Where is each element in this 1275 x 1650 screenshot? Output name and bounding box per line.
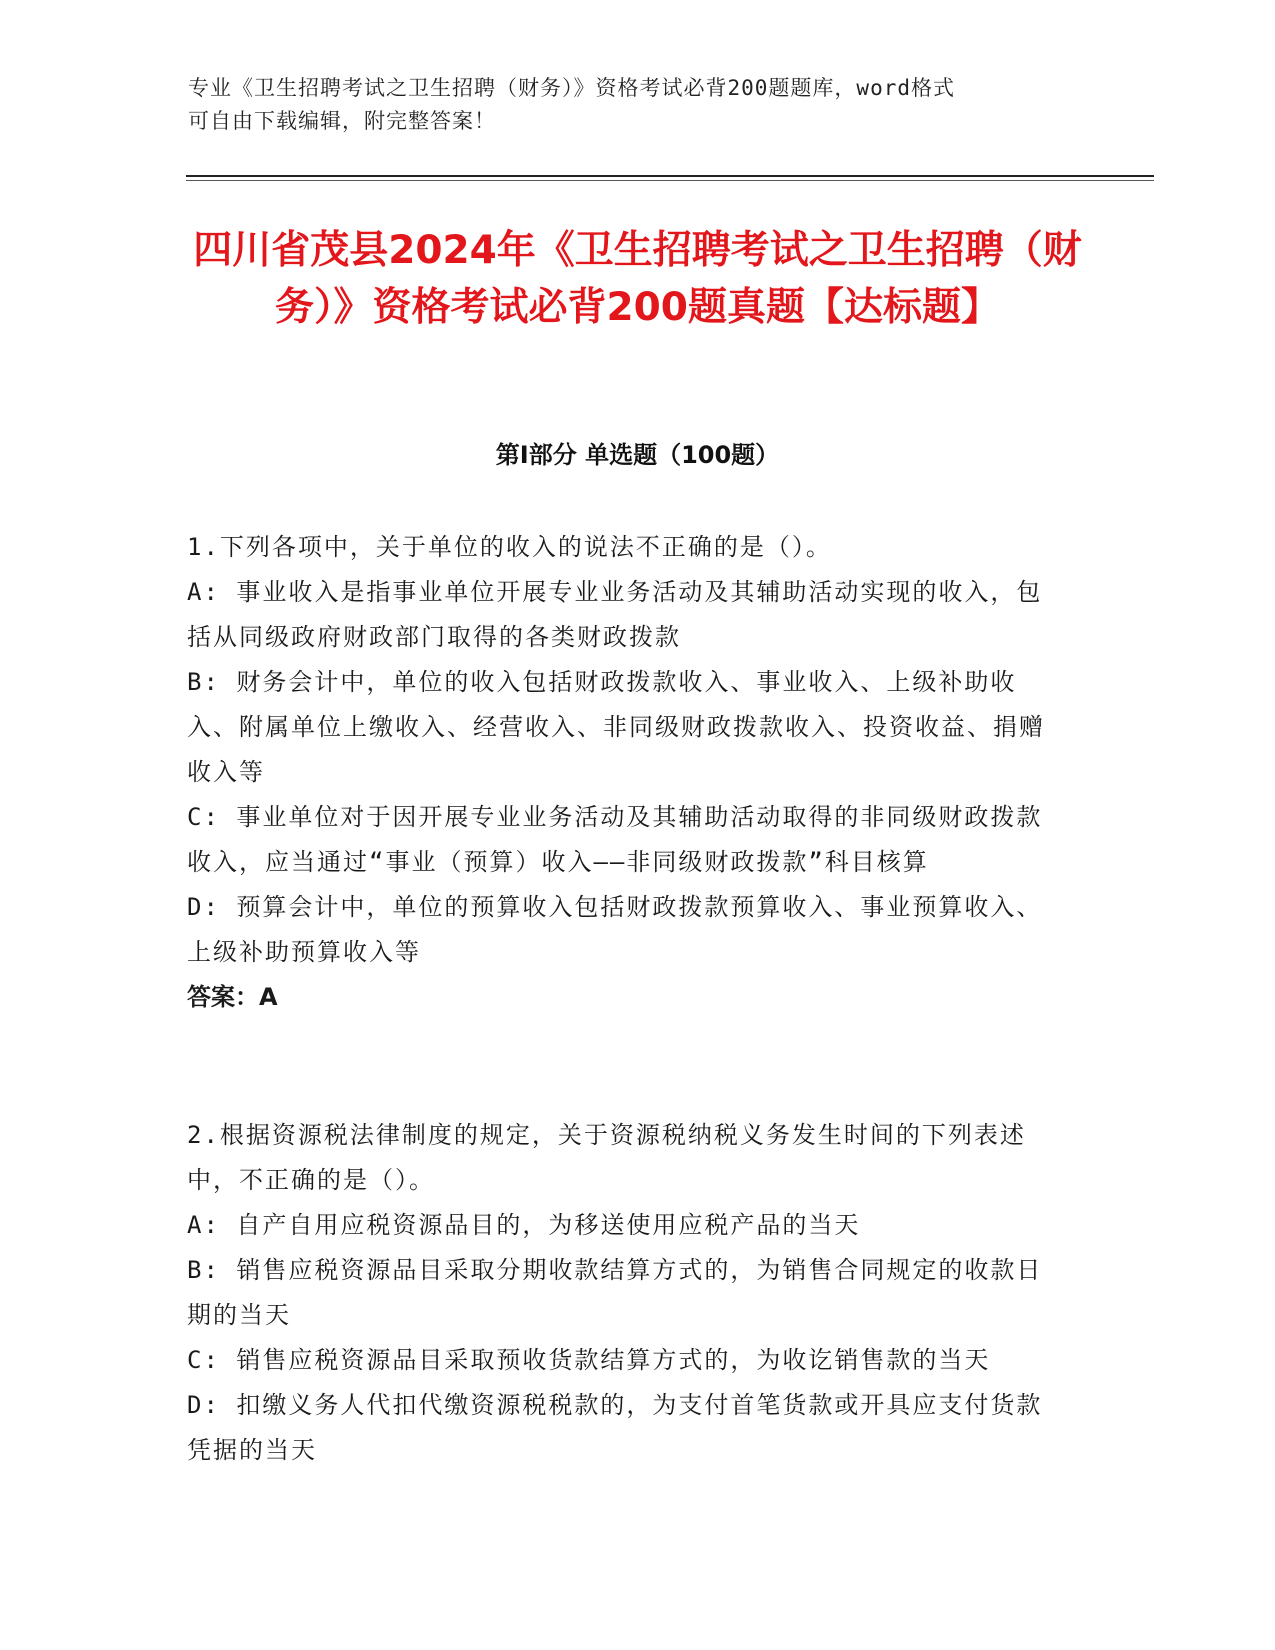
header-divider-thin xyxy=(186,180,1154,181)
option-a: A: 自产自用应税资源品目的，为移送使用应税产品的当天 xyxy=(187,1211,861,1239)
question-1 xyxy=(187,525,1067,1020)
option-c: C: 销售应税资源品目采取预收货款结算方式的，为收讫销售款的当天 xyxy=(187,1346,991,1374)
question-stem: 2.根据资源税法律制度的规定，关于资源税纳税义务发生时间的下列表述中，不正确的是（）。 xyxy=(187,1121,1026,1194)
option-a: A: 事业收入是指事业单位开展专业业务活动及其辅助活动实现的收入，包括从同级政府财政部门取得的各类财政拨款 xyxy=(187,578,1043,651)
question-2 xyxy=(187,1113,1067,1473)
option-b: B: 财务会计中，单位的收入包括财政拨款收入、事业收入、上级补助收入、附属单位上缴收入、经营收入、非同级财政拨款收入、投资收益、捐赠收入等 xyxy=(187,668,1045,786)
header-divider-thick xyxy=(186,175,1154,177)
document-title: 四川省茂县2024年《卫生招聘考试之卫生招聘（财务）》资格考试必背200题真题【达标题】 xyxy=(193,228,1082,330)
header-note-line-1: 专业《卫生招聘考试之卫生招聘（财务）》资格考试必背200题题库，word格式 xyxy=(188,76,955,100)
header-note-line-2: 可自由下载编辑，附完整答案！ xyxy=(188,109,496,133)
section-heading: 第Ⅰ部分 单选题（100题） xyxy=(495,441,780,469)
option-d: D: 预算会计中，单位的预算收入包括财政拨款预算收入、事业预算收入、上级补助预算收入等 xyxy=(187,893,1043,966)
answer-line: 答案：A xyxy=(187,983,278,1011)
option-b: B: 销售应税资源品目采取分期收款结算方式的，为销售合同规定的收款日期的当天 xyxy=(187,1256,1043,1329)
header-note xyxy=(188,72,1068,138)
option-c: C: 事业单位对于因开展专业业务活动及其辅助活动取得的非同级财政拨款收入，应当通过“事业（预算）收入——非同级财政拨款”科目核算 xyxy=(187,803,1043,876)
option-d: D: 扣缴义务人代扣代缴资源税税款的，为支付首笔货款或开具应支付货款凭据的当天 xyxy=(187,1391,1043,1464)
question-stem: 1.下列各项中，关于单位的收入的说法不正确的是（）。 xyxy=(187,533,832,561)
